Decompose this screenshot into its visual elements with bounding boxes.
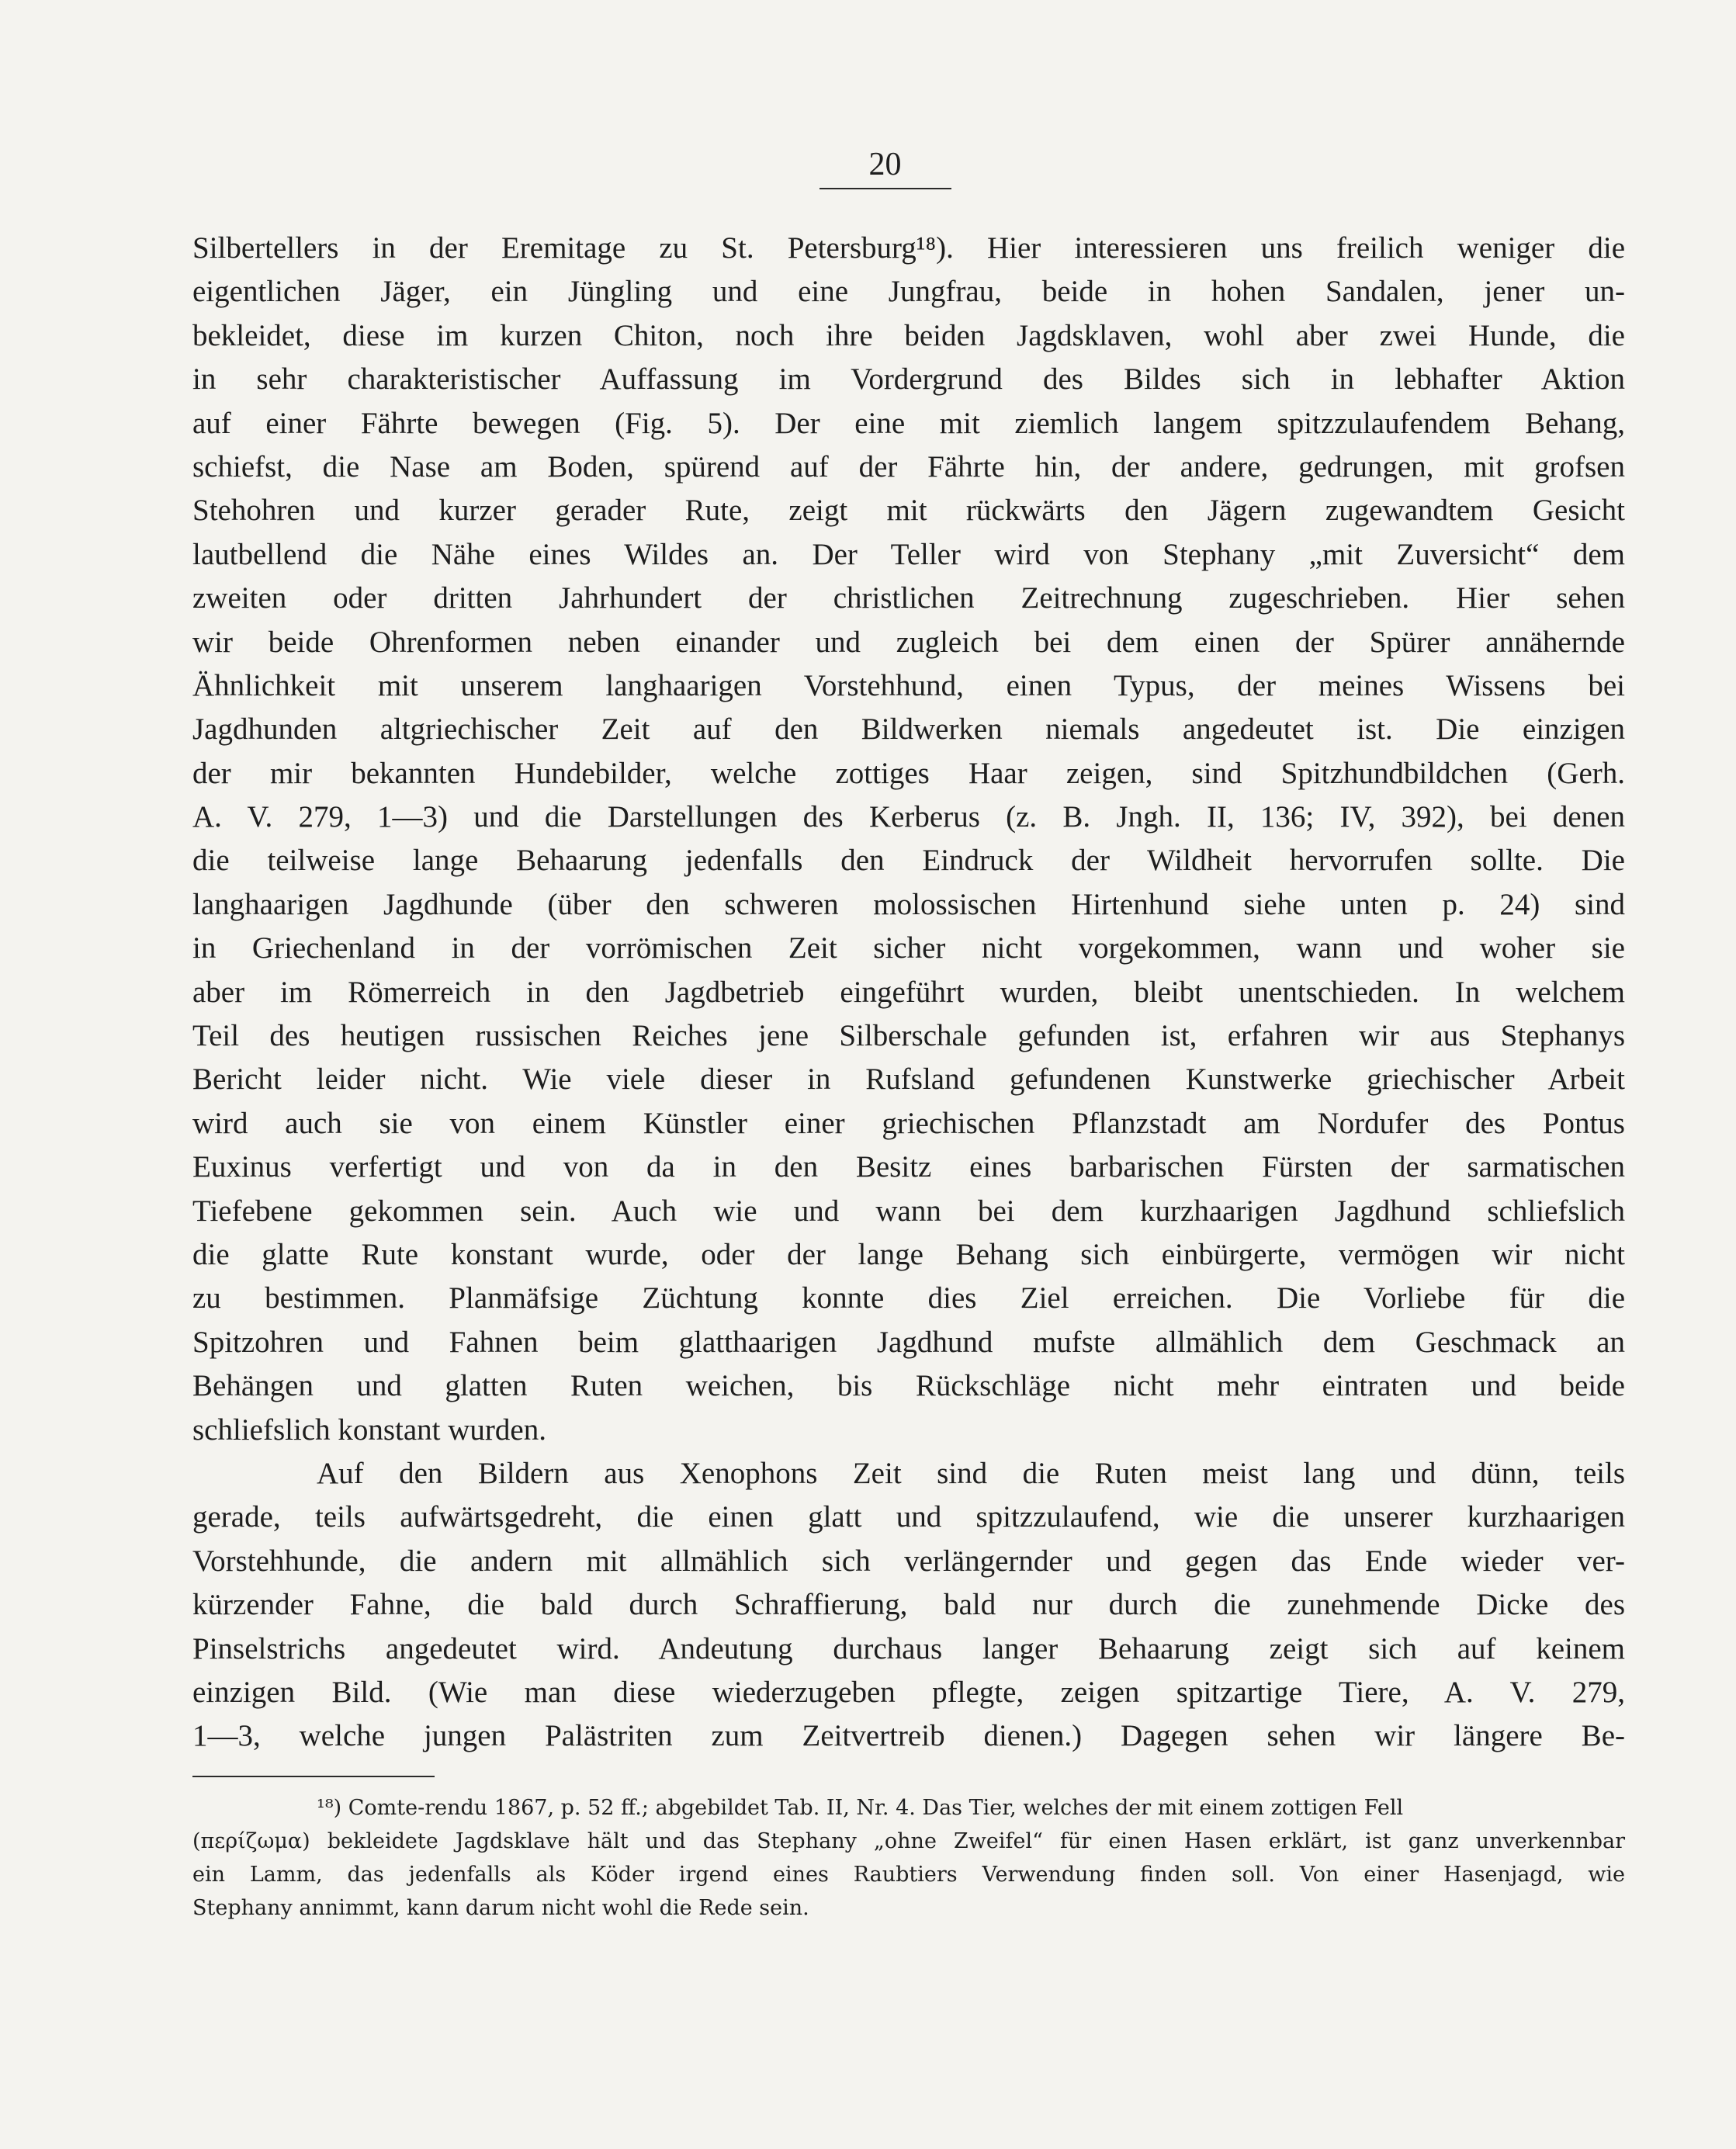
page-number: 20 <box>819 146 951 189</box>
text-line: die glatte Rute konstant wurde, oder der lange Behang sich einbürgerte, vermögen wir nicht <box>192 1237 1625 1271</box>
text-line: die teilweise lange Behaarung jedenfalls den Eindruck der Wildheit hervorrufen sollte. Die <box>192 844 1625 878</box>
main-text-body <box>192 227 1625 1759</box>
footnote-line: ¹⁸) Comte-rendu 1867, p. 52 ff.; abgebildet Tab. II, Nr. 4. Das Tier, welches der mit einem zottigen Fell <box>317 1796 1404 1820</box>
page-header <box>0 146 1736 189</box>
footnote-divider <box>192 1776 435 1777</box>
text-line: schiefst, die Nase am Boden, spürend auf der Fährte hin, der andere, gedrungen, mit grofsen <box>192 449 1625 484</box>
text-line: Pinselstrichs angedeutet wird. Andeutung durchaus langer Behaarung zeigt sich auf keinem <box>192 1631 1625 1665</box>
text-line: Teil des heutigen russischen Reiches jene Silberschale gefunden ist, erfahren wir aus Stephanys <box>192 1019 1625 1053</box>
text-line: lautbellend die Nähe eines Wildes an. Der Teller wird von Stephany „mit Zuversicht“ dem <box>192 537 1625 571</box>
text-line: Euxinus verfertigt und von da in den Besitz eines barbarischen Fürsten der sarmatischen <box>192 1150 1625 1184</box>
text-line: wir beide Ohrenformen neben einander und zugleich bei dem einen der Spürer annähernde <box>192 625 1625 659</box>
text-line: kürzender Fahne, die bald durch Schraffierung, bald nur durch die zunehmende Dicke des <box>192 1588 1625 1622</box>
text-line: bekleidet, diese im kurzen Chiton, noch ihre beiden Jagdsklaven, wohl aber zwei Hunde, die <box>192 318 1625 352</box>
text-line: eigentlichen Jäger, ein Jüngling und eine Jungfrau, beide in hohen Sandalen, jener un- <box>192 275 1625 309</box>
text-line: Vorstehhunde, die andern mit allmählich sich verlängernder und gegen das Ende wieder ver- <box>192 1544 1625 1578</box>
text-line: A. V. 279, 1—3) und die Darstellungen des Kerberus (z. B. Jngh. II, 136; IV, 392), bei denen <box>192 800 1625 834</box>
footnote-block <box>192 1791 1625 1925</box>
text-line: gerade, teils aufwärtsgedreht, die einen glatt und spitzzulaufend, wie die unserer kurzhaarigen <box>192 1500 1625 1534</box>
text-line: Bericht leider nicht. Wie viele dieser in Rufsland gefundenen Kunstwerke griechischer Arbeit <box>192 1062 1625 1097</box>
footnote-line: Stephany annimmt, kann darum nicht wohl die Rede sein. <box>192 1896 809 1920</box>
footnote-line: (περίζωμα) bekleidete Jagdsklave hält und das Stephany „ohne Zweifel“ für einen Hasen erklärt, ist ganz unverkennbar <box>192 1829 1625 1853</box>
text-line: in sehr charakteristischer Auffassung im Vordergrund des Bildes sich in lebhafter Aktion <box>192 362 1625 397</box>
text-line: Tiefebene gekommen sein. Auch wie und wann bei dem kurzhaarigen Jagdhund schliefslich <box>192 1194 1625 1228</box>
text-line: 1—3, welche jungen Palästriten zum Zeitvertreib dienen.) Dagegen sehen wir längere Be- <box>192 1719 1625 1753</box>
text-line: wird auch sie von einem Künstler einer griechischen Pflanzstadt am Nordufer des Pontus <box>192 1106 1625 1140</box>
text-line: Jagdhunden altgriechischer Zeit auf den Bildwerken niemals angedeutet ist. Die einzigen <box>192 712 1625 747</box>
paragraph-start-line: Auf den Bildern aus Xenophons Zeit sind die Ruten meist lang und dünn, teils <box>317 1456 1625 1490</box>
text-line: Spitzohren und Fahnen beim glatthaarigen Jagdhund mufste allmählich dem Geschmack an <box>192 1325 1625 1359</box>
text-line: Silbertellers in der Eremitage zu St. Petersburg¹⁸). Hier interessieren uns freilich weniger die <box>192 231 1625 265</box>
text-line: in Griechenland in der vorrömischen Zeit sicher nicht vorgekommen, wann und woher sie <box>192 931 1625 965</box>
paragraph-end-line: schliefslich konstant wurden. <box>192 1412 546 1447</box>
text-line: zweiten oder dritten Jahrhundert der christlichen Zeitrechnung zugeschrieben. Hier sehen <box>192 581 1625 615</box>
footnote-line: ein Lamm, das jedenfalls als Köder irgend eines Raubtiers Verwendung finden soll. Von einer Hasenjagd, wie <box>192 1863 1625 1887</box>
text-line: Ähnlichkeit mit unserem langhaarigen Vorstehhund, einen Typus, der meines Wissens bei <box>192 668 1625 702</box>
text-line: auf einer Fährte bewegen (Fig. 5). Der eine mit ziemlich langem spitzzulaufendem Behang, <box>192 406 1625 440</box>
text-line: einzigen Bild. (Wie man diese wiederzugeben pflegte, zeigen spitzartige Tiere, A. V. 279, <box>192 1675 1625 1709</box>
text-line: Stehohren und kurzer gerader Rute, zeigt mit rückwärts den Jägern zugewandtem Gesicht <box>192 494 1625 528</box>
text-line: Behängen und glatten Ruten weichen, bis Rückschläge nicht mehr eintraten und beide <box>192 1369 1625 1403</box>
text-line: zu bestimmen. Planmäfsige Züchtung konnte dies Ziel erreichen. Die Vorliebe für die <box>192 1281 1625 1315</box>
text-line: der mir bekannten Hundebilder, welche zottiges Haar zeigen, sind Spitzhundbildchen (Gerh. <box>192 756 1625 790</box>
text-line: langhaarigen Jagdhunde (über den schweren molossischen Hirtenhund siehe unten p. 24) sind <box>192 887 1625 921</box>
text-line: aber im Römerreich in den Jagdbetrieb eingeführt wurden, bleibt unentschieden. In welchem <box>192 975 1625 1009</box>
